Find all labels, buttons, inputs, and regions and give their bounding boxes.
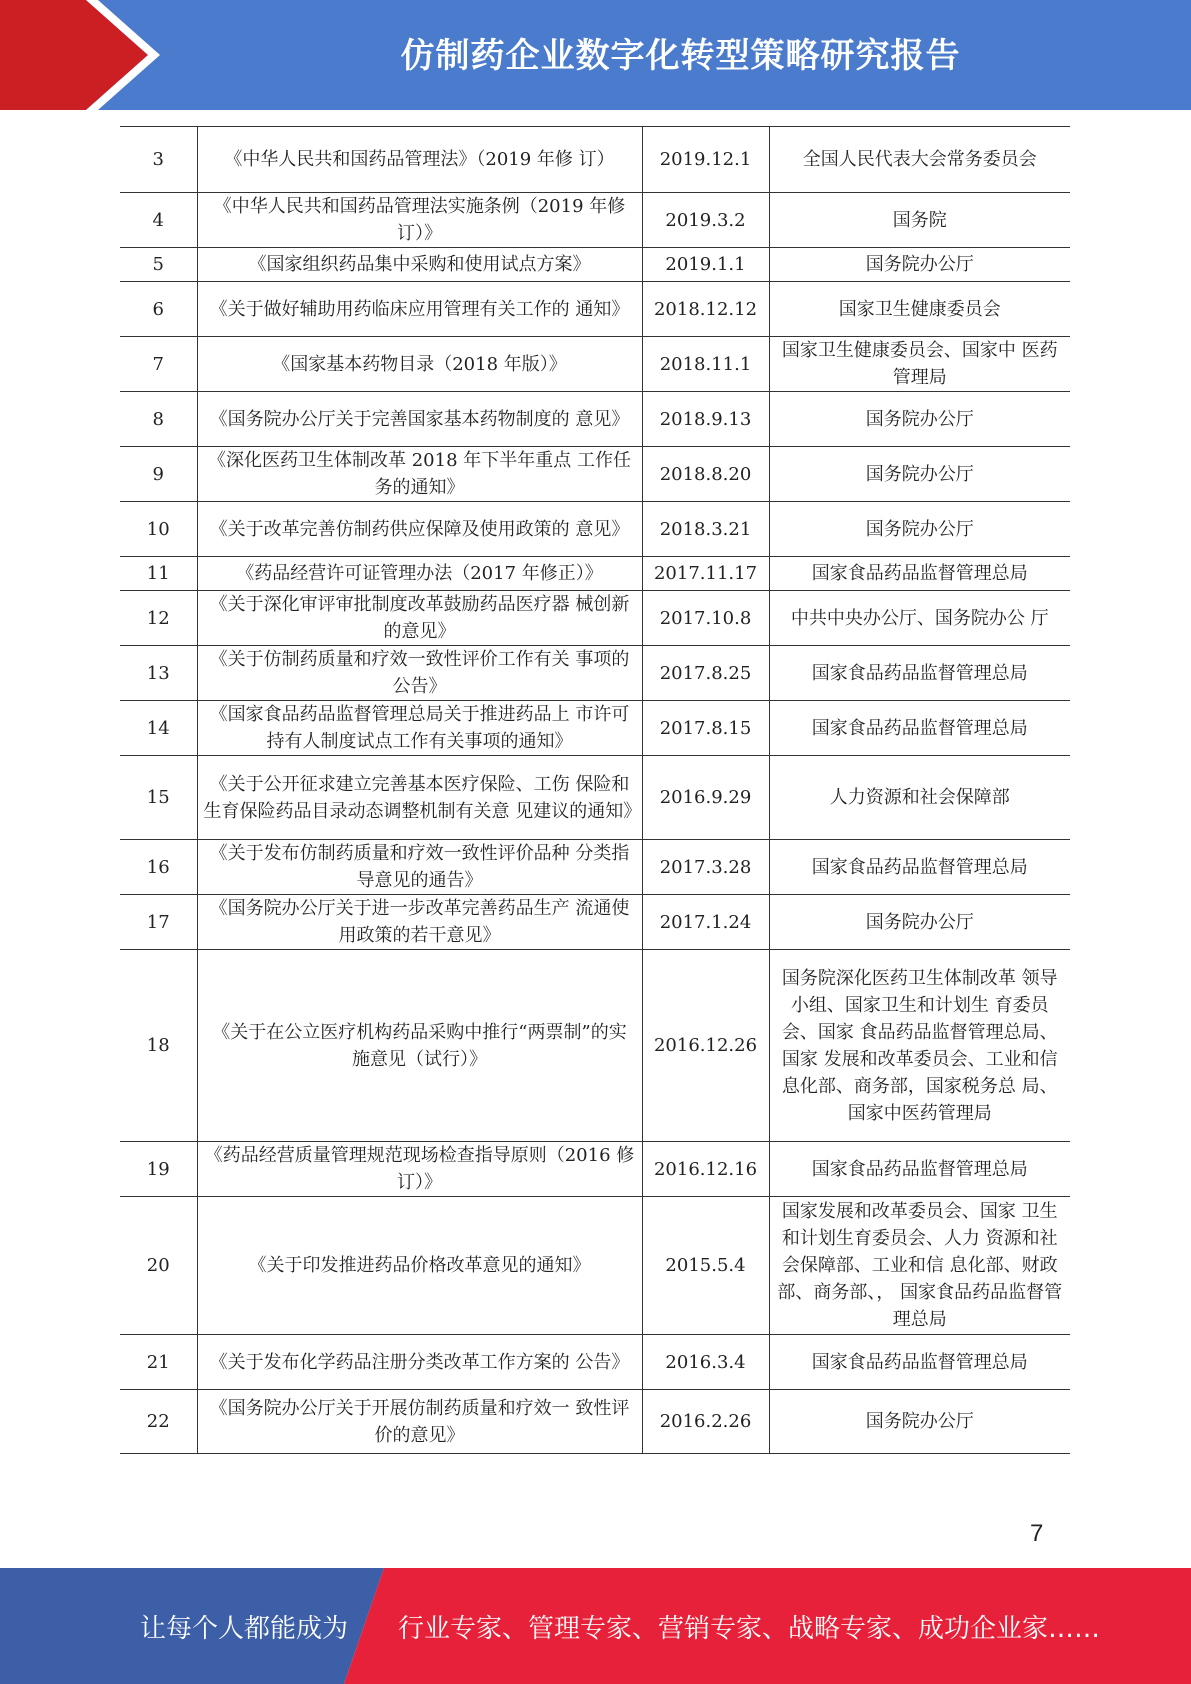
table-row xyxy=(120,950,1070,1142)
issue-date: 2017.8.15 xyxy=(642,701,769,756)
row-number: 5 xyxy=(120,248,197,282)
table-row xyxy=(120,646,1070,701)
table-row xyxy=(120,447,1070,502)
row-number: 9 xyxy=(120,447,197,502)
row-number: 4 xyxy=(120,193,197,248)
issue-date: 2016.12.26 xyxy=(642,950,769,1142)
table-row xyxy=(120,1390,1070,1454)
document-title: 《关于印发推进药品价格改革意见的通知》 xyxy=(197,1197,642,1335)
table-row xyxy=(120,840,1070,895)
issuing-organization: 国家发展和改革委员会、国家 卫生和计划生育委员会、人力 资源和社会保障部、工业和信 息化部、财政部、商务部、， 国家食品药品监督管理总局 xyxy=(769,1197,1070,1335)
page-footer xyxy=(0,1568,1191,1684)
document-title: 《国务院办公厅关于进一步改革完善药品生产 流通使用政策的若干意见》 xyxy=(197,895,642,950)
table-row xyxy=(120,1142,1070,1197)
table-row xyxy=(120,1335,1070,1390)
issue-date: 2017.1.24 xyxy=(642,895,769,950)
row-number: 21 xyxy=(120,1335,197,1390)
table-row xyxy=(120,557,1070,591)
issue-date: 2016.12.16 xyxy=(642,1142,769,1197)
document-title: 《药品经营许可证管理办法（2017 年修正）》 xyxy=(197,557,642,591)
issuing-organization: 国务院 xyxy=(769,193,1070,248)
table-row xyxy=(120,248,1070,282)
row-number: 16 xyxy=(120,840,197,895)
issue-date: 2017.11.17 xyxy=(642,557,769,591)
issuing-organization: 国家食品药品监督管理总局 xyxy=(769,701,1070,756)
document-title: 《深化医药卫生体制改革 2018 年下半年重点 工作任务的通知》 xyxy=(197,447,642,502)
issuing-organization: 国务院办公厅 xyxy=(769,447,1070,502)
issue-date: 2018.3.21 xyxy=(642,502,769,557)
table-row xyxy=(120,193,1070,248)
row-number: 15 xyxy=(120,756,197,840)
issue-date: 2019.3.2 xyxy=(642,193,769,248)
issue-date: 2017.8.25 xyxy=(642,646,769,701)
issuing-organization: 国务院办公厅 xyxy=(769,1390,1070,1454)
document-title: 《国家基本药物目录（2018 年版）》 xyxy=(197,337,642,392)
footer-slogan-right: 行业专家、管理专家、营销专家、战略专家、成功企业家…… xyxy=(398,1614,1101,1644)
issue-date: 2015.5.4 xyxy=(642,1197,769,1335)
table-row xyxy=(120,282,1070,337)
issue-date: 2018.12.12 xyxy=(642,282,769,337)
row-number: 3 xyxy=(120,127,197,193)
document-title: 《国务院办公厅关于开展仿制药质量和疗效一 致性评价的意见》 xyxy=(197,1390,642,1454)
row-number: 6 xyxy=(120,282,197,337)
document-title: 《关于做好辅助用药临床应用管理有关工作的 通知》 xyxy=(197,282,642,337)
issuing-organization: 国务院办公厅 xyxy=(769,248,1070,282)
document-title: 《国务院办公厅关于完善国家基本药物制度的 意见》 xyxy=(197,392,642,447)
table-row xyxy=(120,502,1070,557)
row-number: 14 xyxy=(120,701,197,756)
row-number: 22 xyxy=(120,1390,197,1454)
document-title: 《关于发布仿制药质量和疗效一致性评价品种 分类指导意见的通告》 xyxy=(197,840,642,895)
document-title: 《关于深化审评审批制度改革鼓励药品医疗器 械创新的意见》 xyxy=(197,591,642,646)
row-number: 11 xyxy=(120,557,197,591)
page-header xyxy=(0,0,1191,110)
issuing-organization: 国务院办公厅 xyxy=(769,502,1070,557)
issue-date: 2019.1.1 xyxy=(642,248,769,282)
row-number: 7 xyxy=(120,337,197,392)
row-number: 12 xyxy=(120,591,197,646)
document-title: 《中华人民共和国药品管理法》（2019 年修 订） xyxy=(197,127,642,193)
table-row xyxy=(120,337,1070,392)
issuing-organization: 国家食品药品监督管理总局 xyxy=(769,1335,1070,1390)
issuing-organization: 国务院办公厅 xyxy=(769,895,1070,950)
document-title: 《关于仿制药质量和疗效一致性评价工作有关 事项的公告》 xyxy=(197,646,642,701)
table-row xyxy=(120,1197,1070,1335)
issuing-organization: 国家卫生健康委员会、国家中 医药管理局 xyxy=(769,337,1070,392)
document-title: 《关于发布化学药品注册分类改革工作方案的 公告》 xyxy=(197,1335,642,1390)
issuing-organization: 人力资源和社会保障部 xyxy=(769,756,1070,840)
issuing-organization: 全国人民代表大会常务委员会 xyxy=(769,127,1070,193)
issuing-organization: 国务院深化医药卫生体制改革 领导小组、国家卫生和计划生 育委员会、国家 食品药品监督管理总局、国家 发展和改革委员会、工业和信 息化部、商务部，国家税务总 局、国家中医药管理局 xyxy=(769,950,1070,1142)
row-number: 17 xyxy=(120,895,197,950)
issuing-organization: 国家食品药品监督管理总局 xyxy=(769,1142,1070,1197)
row-number: 20 xyxy=(120,1197,197,1335)
table-row xyxy=(120,392,1070,447)
row-number: 18 xyxy=(120,950,197,1142)
issue-date: 2017.3.28 xyxy=(642,840,769,895)
issue-date: 2018.8.20 xyxy=(642,447,769,502)
row-number: 13 xyxy=(120,646,197,701)
issue-date: 2016.9.29 xyxy=(642,756,769,840)
document-title: 《关于在公立医疗机构药品采购中推行“两票制”的实施意见（试行）》 xyxy=(197,950,642,1142)
document-title: 《药品经营质量管理规范现场检查指导原则（2016 修订）》 xyxy=(197,1142,642,1197)
report-title: 仿制药企业数字化转型策略研究报告 xyxy=(400,36,961,76)
issuing-organization: 国务院办公厅 xyxy=(769,392,1070,447)
table-row xyxy=(120,895,1070,950)
row-number: 8 xyxy=(120,392,197,447)
issue-date: 2016.2.26 xyxy=(642,1390,769,1454)
issuing-organization: 国家卫生健康委员会 xyxy=(769,282,1070,337)
table-row xyxy=(120,701,1070,756)
issue-date: 2019.12.1 xyxy=(642,127,769,193)
issue-date: 2018.11.1 xyxy=(642,337,769,392)
issuing-organization: 国家食品药品监督管理总局 xyxy=(769,646,1070,701)
footer-slogan-left: 让每个人都能成为 xyxy=(140,1614,349,1644)
issue-date: 2018.9.13 xyxy=(642,392,769,447)
document-title: 《中华人民共和国药品管理法实施条例（2019 年修订）》 xyxy=(197,193,642,248)
table-row xyxy=(120,127,1070,193)
row-number: 10 xyxy=(120,502,197,557)
table-row xyxy=(120,756,1070,840)
document-title: 《关于改革完善仿制药供应保障及使用政策的 意见》 xyxy=(197,502,642,557)
issuing-organization: 国家食品药品监督管理总局 xyxy=(769,557,1070,591)
table-row xyxy=(120,591,1070,646)
document-title: 《国家食品药品监督管理总局关于推进药品上 市许可持有人制度试点工作有关事项的通知》 xyxy=(197,701,642,756)
issue-date: 2016.3.4 xyxy=(642,1335,769,1390)
issue-date: 2017.10.8 xyxy=(642,591,769,646)
issuing-organization: 中共中央办公厅、国务院办公 厅 xyxy=(769,591,1070,646)
issuing-organization: 国家食品药品监督管理总局 xyxy=(769,840,1070,895)
row-number: 19 xyxy=(120,1142,197,1197)
document-title: 《关于公开征求建立完善基本医疗保险、工伤 保险和生育保险药品目录动态调整机制有关意 见建议的通知》 xyxy=(197,756,642,840)
policy-table xyxy=(120,126,1070,1454)
page-number: 7 xyxy=(1030,1520,1044,1547)
document-title: 《国家组织药品集中采购和使用试点方案》 xyxy=(197,248,642,282)
